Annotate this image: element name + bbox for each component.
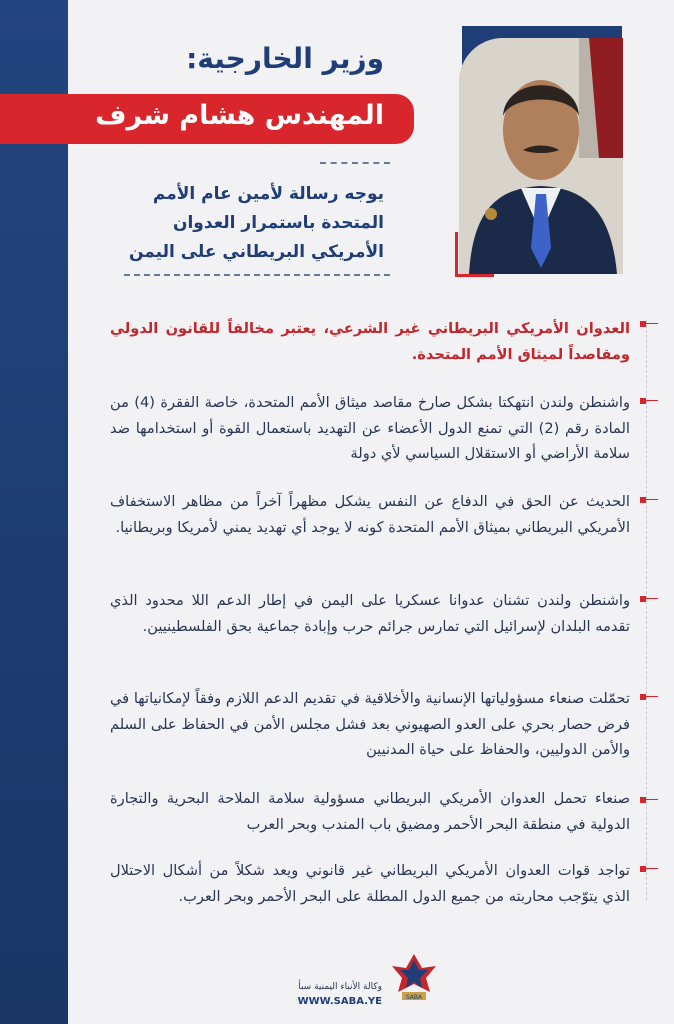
svg-text:SABA: SABA — [405, 994, 423, 1001]
paragraph: الحديث عن الحق في الدفاع عن النفس يشكل مظهراً آخراً من مظاهر الاستخفاف الأمريكي البريطاني بميثاق الأمم المتحدة كونه لا يوجد أي تهديد يمني لأمريكا وبريطانيا. — [110, 493, 630, 536]
paragraph: واشنطن ولندن تشنان عدوانا عسكريا على اليمن في إطار الدعم اللا محدود الذي تقدمه البلدان لإسرائيل التي تمارس جرائم حرب وإبادة جماعية بحق الفلسطينيين. — [110, 592, 630, 635]
divider-bottom — [124, 274, 390, 276]
bullet-marker — [640, 398, 646, 404]
bullet-tick — [646, 799, 658, 800]
page-title: وزير الخارجية: — [186, 42, 384, 75]
paragraph-highlight: العدوان الأمريكي البريطاني غير الشرعي، يعتبر مخالفاً للقانون الدولي ومقاصداً لميثاق الأمم المتحدة. — [110, 320, 630, 363]
bullet-marker — [640, 497, 646, 503]
bullet-tick — [646, 696, 658, 697]
saba-logo — [386, 948, 442, 1004]
agency-url[interactable]: WWW.SABA.YE — [297, 996, 382, 1007]
paragraph: تواجد قوات العدوان الأمريكي البريطاني غير قانوني ويعد شكلاً من أشكال الاحتلال الذي يتوّجب محاربته من جميع الدول المطلة على البحر الأحمر وبحر العرب. — [110, 862, 630, 905]
minister-name: المهندس هشام شرف — [95, 100, 384, 131]
bullet-tick — [646, 598, 658, 599]
bullet-marker — [640, 797, 646, 803]
paragraph: تحمّلت صنعاء مسؤولياتها الإنسانية والأخلاقية في تقديم الدعم اللازم وفقاً لإمكانياتها في فرض حصار بحري على العدو الصهيوني بعد فشل مجلس الأمن في الحفاظ على السلم والأمن الدوليين، والحفاظ على حياة المدنيين — [110, 690, 630, 758]
agency-name: وكالة الأنباء اليمنية سبأ — [298, 982, 382, 992]
bullet-marker — [640, 596, 646, 602]
bullet-tick — [646, 400, 658, 401]
divider-top — [320, 162, 390, 164]
headline-subtitle: يوجه رسالة لأمين عام الأمم المتحدة باستمرار العدوان الأمريكي البريطاني على اليمن — [128, 184, 384, 262]
bullet-tick — [646, 868, 658, 869]
bullet-marker — [640, 866, 646, 872]
bullet-marker — [640, 694, 646, 700]
timeline-line — [646, 320, 647, 900]
paragraph: واشنطن ولندن انتهكتا بشكل صارخ مقاصد ميثاق الأمم المتحدة، خاصة الفقرة (4) من المادة رقم (2) التي تمنع الدول الأعضاء عن التهديد باستعمال القوة أو استخدامها ضد سلامة الأراضي أو الاستقلال السياسي لأي دولة — [110, 394, 630, 462]
bullet-tick — [646, 499, 658, 500]
bullet-marker — [640, 321, 646, 327]
paragraph: صنعاء تحمل العدوان الأمريكي البريطاني مسؤولية سلامة الملاحة البحرية والتجارة الدولية في منطقة البحر الأحمر ومضيق باب المندب وبحر العرب — [110, 790, 630, 833]
bullet-tick — [646, 323, 658, 324]
photo-red-accent — [455, 232, 494, 277]
left-side-band — [0, 0, 68, 1024]
